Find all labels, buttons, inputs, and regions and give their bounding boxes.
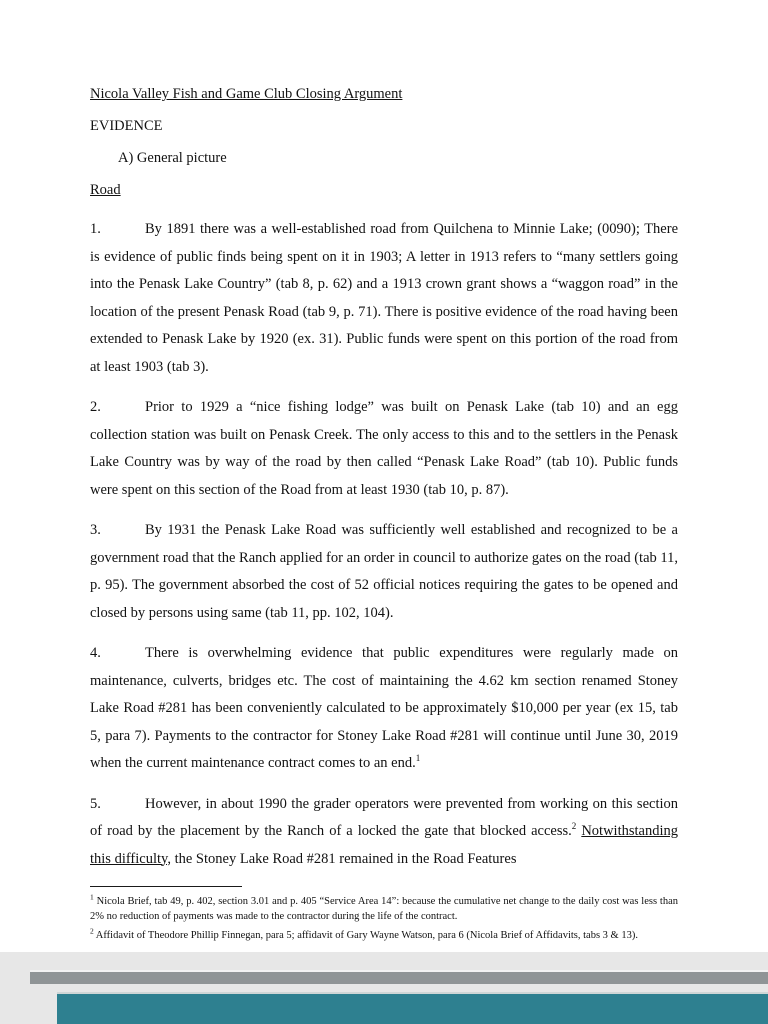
footnote-2 bbox=[90, 928, 678, 943]
paragraph-text: the Stoney Lake Road #281 remained in the Road Features bbox=[170, 850, 517, 867]
footnote-reference-2: 2 bbox=[571, 821, 577, 832]
footnote-marker: 1 bbox=[90, 892, 94, 902]
next-page-edge-teal bbox=[57, 992, 768, 1024]
paragraph-text-underlined: Notwithstanding this difficulty, bbox=[90, 823, 678, 867]
section-heading-road: Road bbox=[90, 182, 121, 198]
paragraph-number: 5. bbox=[90, 795, 101, 812]
paragraph-5 bbox=[90, 791, 678, 874]
footnote-text: Nicola Brief, tab 49, p. 402, section 3.01 and p. 405 “Service Area 14”: because the cumulative net change to the daily cost was less than 2% no reduction of payments was made to the contractor during the life of the contract. bbox=[90, 896, 678, 922]
footnote-separator bbox=[90, 886, 242, 887]
paragraph-4 bbox=[90, 640, 678, 778]
footnote-text: Affidavit of Theodore Phillip Finnegan, para 5; affidavit of Gary Wayne Watson, para 6 (Nicola Brief of Affidavits, tabs 3 & 13). bbox=[95, 930, 638, 941]
viewer-background bbox=[0, 952, 768, 1024]
paragraph-number: 1. bbox=[90, 221, 101, 237]
paragraph-text: Prior to 1929 a “nice fishing lodge” was built on Penask Lake (tab 10) and an egg collection station was built on Penask Creek. The only access to this and to the settlers in the Penask Lake Country was by way of the road by then called “Penask Lake Road” (tab 10). Public funds were spent on this section of the Road from at least 1930 (tab 10, p. 87). bbox=[90, 399, 678, 498]
heading-evidence: EVIDENCE bbox=[90, 118, 163, 134]
document-title: Nicola Valley Fish and Game Club Closing Argument bbox=[90, 86, 403, 102]
paragraph-number: 2. bbox=[90, 399, 101, 415]
footnote-1 bbox=[90, 894, 678, 924]
next-page-edge-gray bbox=[30, 970, 768, 984]
paragraph-number: 3. bbox=[90, 522, 101, 538]
footnote-marker: 2 bbox=[90, 926, 94, 936]
paragraph-text: However, in about 1990 the grader operators were prevented from working on this section of road by the placement by the Ranch of a locked the gate that blocked access. bbox=[90, 795, 678, 839]
footnote-reference-1: 1 bbox=[415, 753, 421, 764]
paragraph-text: By 1931 the Penask Lake Road was sufficiently well established and recognized to be a government road that the Ranch applied for an order in council to authorize gates on the road (tab 11, p. 95). The government absorbed the cost of 52 official notices requiring the gates to be opened and closed by persons using same (tab 11, pp. 102, 104). bbox=[90, 522, 678, 621]
paragraph-3 bbox=[90, 517, 678, 627]
paragraph-number: 4. bbox=[90, 645, 101, 661]
subheading-general-picture: A) General picture bbox=[118, 150, 227, 166]
paragraph-1 bbox=[90, 216, 678, 381]
paragraph-text: By 1891 there was a well-established road from Quilchena to Minnie Lake; (0090); There is evidence of public finds being spent on it in 1903; A letter in 1913 refers to “many settlers going into the Penask Lake Country” (tab 8, p. 62) and a 1913 crown grant shows a “waggon road” in the location of the present Penask Road (tab 9, p. 71). There is positive evidence of the road having been extended to Penask Lake by 1920 (ex. 31). Public funds were spent on this portion of the road from at least 1903 (tab 3). bbox=[90, 221, 678, 375]
paragraph-text: There is overwhelming evidence that public expenditures were regularly made on maintenance, culverts, bridges etc. The cost of maintaining the 4.62 km section renamed Stoney Lake Road #281 has been conveniently calculated to be approximately $10,000 per year (ex 15, tab 5, para 7). Payments to the contractor for Stoney Lake Road #281 will continue until June 30, 2019 when the current maintenance contract comes to an end. bbox=[90, 645, 678, 771]
paragraph-2 bbox=[90, 394, 678, 504]
